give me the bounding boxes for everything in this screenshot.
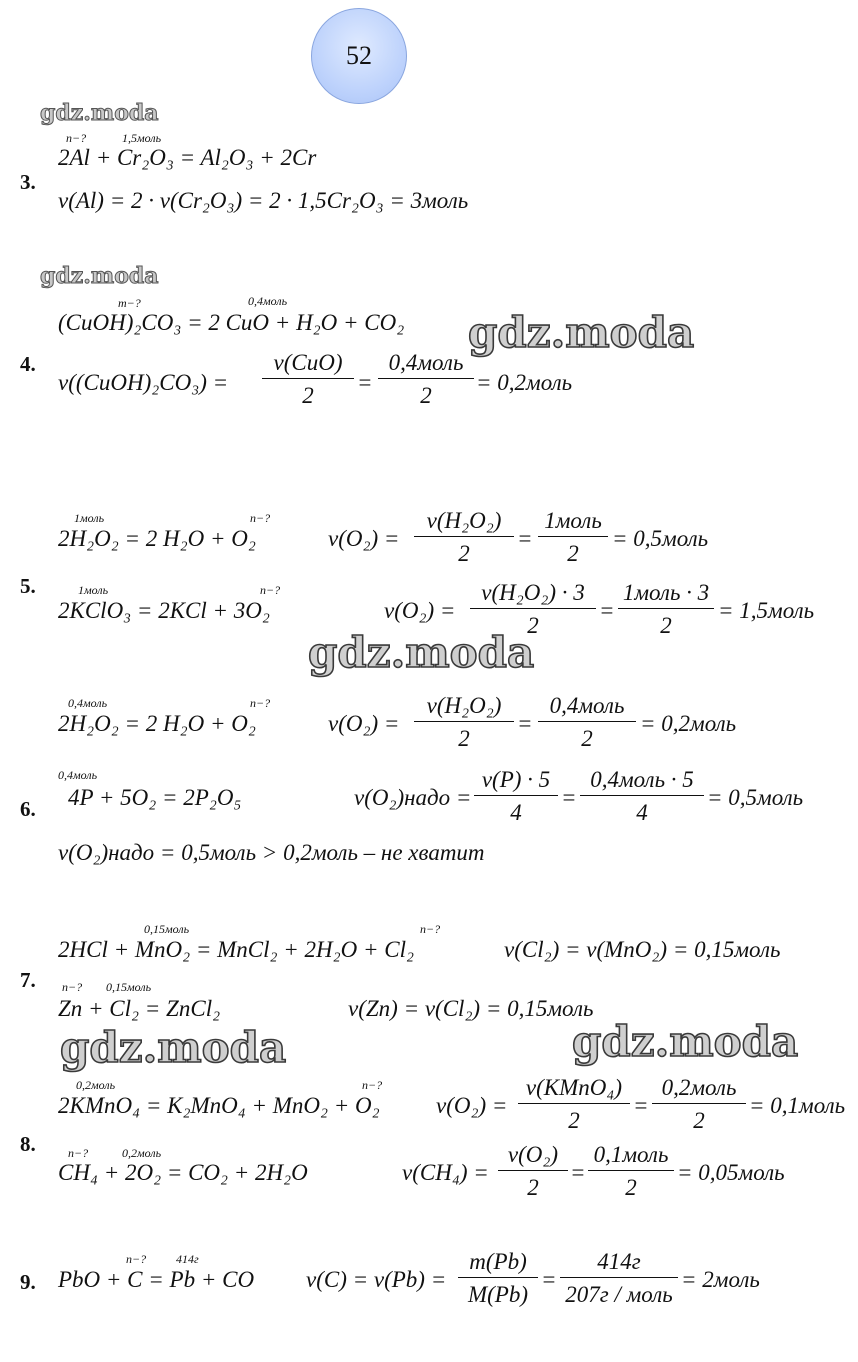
- reaction-equation: (CuOH)₂CO₃ = 2 CuO + H₂O + CO₂: [58, 310, 405, 335]
- numerator: 0,1моль: [588, 1142, 674, 1171]
- equals-sign: =: [561, 785, 577, 810]
- denominator: 2: [567, 541, 579, 566]
- watermark: gdz.moda: [60, 1023, 287, 1072]
- fraction: [262, 350, 354, 409]
- annotation: n−?: [62, 980, 83, 994]
- watermark: gdz.moda: [40, 100, 159, 126]
- reaction-equation: 2KClO₃ = 2KCl + 3O₂: [58, 598, 270, 623]
- reaction-equation: PbO + C = Pb + CO: [58, 1267, 255, 1292]
- denominator: M(Pb): [467, 1282, 529, 1307]
- denominator: 2: [693, 1108, 705, 1133]
- numerator: 0,4моль: [538, 693, 636, 722]
- result: = 0,2моль: [476, 370, 573, 395]
- numerator: ν(CuO): [262, 350, 354, 379]
- equals-sign: =: [570, 1160, 586, 1185]
- problem-number: 5.: [20, 574, 36, 598]
- problem-number: 3.: [20, 170, 36, 194]
- equals-sign: =: [599, 598, 615, 623]
- numerator: ν(O₂): [498, 1142, 568, 1171]
- annotation: m−?: [118, 296, 141, 310]
- fraction: [458, 1249, 538, 1308]
- denominator: 2: [660, 613, 672, 638]
- fraction: [414, 508, 514, 567]
- denominator: 2: [458, 726, 470, 751]
- numerator: m(Pb): [458, 1249, 538, 1278]
- watermark: gdz.moda: [572, 1017, 799, 1066]
- calculation-lhs: ν(CH₄) =: [402, 1160, 489, 1185]
- denominator: 2: [527, 613, 539, 638]
- reaction-equation: 2HCl + MnO₂ = MnCl₂ + 2H₂O + Cl₂: [58, 937, 415, 962]
- annotation: 1моль: [74, 511, 105, 525]
- numerator: 0,4моль · 5: [580, 767, 704, 796]
- problem-number: 8.: [20, 1132, 36, 1156]
- reaction-equation: 2KMnO₄ = K₂MnO₄ + MnO₂ + O₂: [58, 1093, 380, 1118]
- denominator: 2: [568, 1108, 580, 1133]
- page-number-badge: [311, 8, 407, 104]
- calculation: ν(Cl₂) = ν(MnO₂) = 0,15моль: [504, 937, 781, 962]
- result: = 0,5моль: [612, 526, 709, 551]
- calculation-lhs: ν(O₂) =: [328, 526, 400, 551]
- fraction: [652, 1075, 746, 1134]
- calculation-lhs: ν((CuOH)₂CO₃) =: [58, 370, 229, 395]
- reaction-equation: 2Al + Cr₂O₃ = Al₂O₃ + 2Cr: [58, 145, 317, 170]
- fraction: [470, 580, 596, 639]
- fraction: [414, 693, 514, 752]
- conclusion: ν(O₂)надо = 0,5моль > 0,2моль – не хватит: [58, 840, 485, 865]
- denominator: 2: [420, 383, 432, 408]
- annotation: n−?: [250, 696, 271, 710]
- calculation: ν(Zn) = ν(Cl₂) = 0,15моль: [348, 996, 594, 1021]
- calculation-lhs: ν(O₂) =: [436, 1093, 508, 1118]
- result: = 0,5моль: [707, 785, 804, 810]
- numerator: 1моль: [538, 508, 608, 537]
- denominator: 4: [510, 800, 522, 825]
- annotation: 0,4моль: [68, 696, 108, 710]
- denominator: 2: [458, 541, 470, 566]
- watermark: gdz.moda: [308, 628, 535, 677]
- watermark: gdz.moda: [40, 263, 159, 289]
- denominator: 2: [527, 1175, 539, 1200]
- fraction: [518, 1075, 630, 1134]
- annotation: 1моль: [78, 583, 109, 597]
- annotation: 0,4моль: [248, 294, 288, 308]
- denominator: 2: [625, 1175, 637, 1200]
- numerator: 414г: [560, 1249, 678, 1278]
- numerator: ν(KMnO₄): [518, 1075, 630, 1104]
- annotation: 0,2моль: [122, 1146, 162, 1160]
- calculation: ν(Al) = 2 · ν(Cr₂O₃) = 2 · 1,5Cr₂O₃ = 3моль: [58, 188, 469, 213]
- result: = 1,5моль: [718, 598, 815, 623]
- denominator: 2: [581, 726, 593, 751]
- fraction: [588, 1142, 674, 1201]
- fraction: [580, 767, 704, 826]
- fraction: [474, 767, 558, 826]
- annotation: n−?: [260, 583, 281, 597]
- annotation: n−?: [126, 1252, 147, 1266]
- annotation: n−?: [68, 1146, 89, 1160]
- numerator: ν(H₂O₂) · 3: [470, 580, 596, 609]
- calculation-lhs: ν(C) = ν(Pb) =: [306, 1267, 447, 1292]
- fraction: [538, 693, 636, 752]
- calculation-lhs: ν(O₂) =: [328, 711, 400, 736]
- annotation: 0,15моль: [144, 922, 190, 936]
- result: = 2моль: [681, 1267, 760, 1292]
- annotation: 0,4моль: [58, 768, 98, 782]
- numerator: ν(P) · 5: [474, 767, 558, 796]
- equals-sign: =: [517, 526, 533, 551]
- equals-sign: =: [541, 1267, 557, 1292]
- reaction-equation: 4P + 5O₂ = 2P₂O₅: [68, 785, 242, 810]
- result: = 0,1моль: [749, 1093, 846, 1118]
- fraction: [618, 580, 714, 639]
- reaction-equation: 2H₂O₂ = 2 H₂O + O₂: [58, 526, 256, 551]
- fraction: [498, 1142, 568, 1201]
- result: = 0,2моль: [640, 711, 737, 736]
- denominator: 2: [302, 383, 314, 408]
- equals-sign: =: [517, 711, 533, 736]
- numerator: 0,4моль: [378, 350, 474, 379]
- annotation: n−?: [420, 922, 441, 936]
- problem-number: 6.: [20, 797, 36, 821]
- annotation: n−?: [250, 511, 271, 525]
- reaction-equation: 2H₂O₂ = 2 H₂O + O₂: [58, 711, 256, 736]
- problem-number: 7.: [20, 968, 36, 992]
- calculation-lhs: ν(O₂) =: [384, 598, 456, 623]
- fraction: [560, 1249, 678, 1308]
- denominator: 4: [636, 800, 648, 825]
- annotation: 0,2моль: [76, 1078, 116, 1092]
- numerator: 1моль · 3: [618, 580, 714, 609]
- annotation: n−?: [66, 131, 87, 145]
- fraction: [538, 508, 608, 567]
- result: = 0,05моль: [677, 1160, 785, 1185]
- annotation: 414г: [176, 1252, 199, 1266]
- denominator: 207г / моль: [565, 1282, 673, 1307]
- problem-number: 9.: [20, 1270, 36, 1294]
- annotation: 0,15моль: [106, 980, 152, 994]
- fraction: [378, 350, 474, 409]
- numerator: 0,2моль: [652, 1075, 746, 1104]
- reaction-equation: CH₄ + 2O₂ = CO₂ + 2H₂O: [58, 1160, 308, 1185]
- numerator: ν(H₂O₂): [414, 508, 514, 537]
- annotation: 1,5моль: [122, 131, 162, 145]
- numerator: ν(H₂O₂): [414, 693, 514, 722]
- watermark: gdz.moda: [468, 308, 695, 357]
- problem-number: 4.: [20, 352, 36, 376]
- calculation-lhs: ν(O₂)надо =: [354, 785, 472, 810]
- page-number: 52: [346, 41, 372, 70]
- reaction-equation: Zn + Cl₂ = ZnCl₂: [58, 996, 221, 1021]
- equals-sign: =: [357, 370, 373, 395]
- equals-sign: =: [633, 1093, 649, 1118]
- annotation: n−?: [362, 1078, 383, 1092]
